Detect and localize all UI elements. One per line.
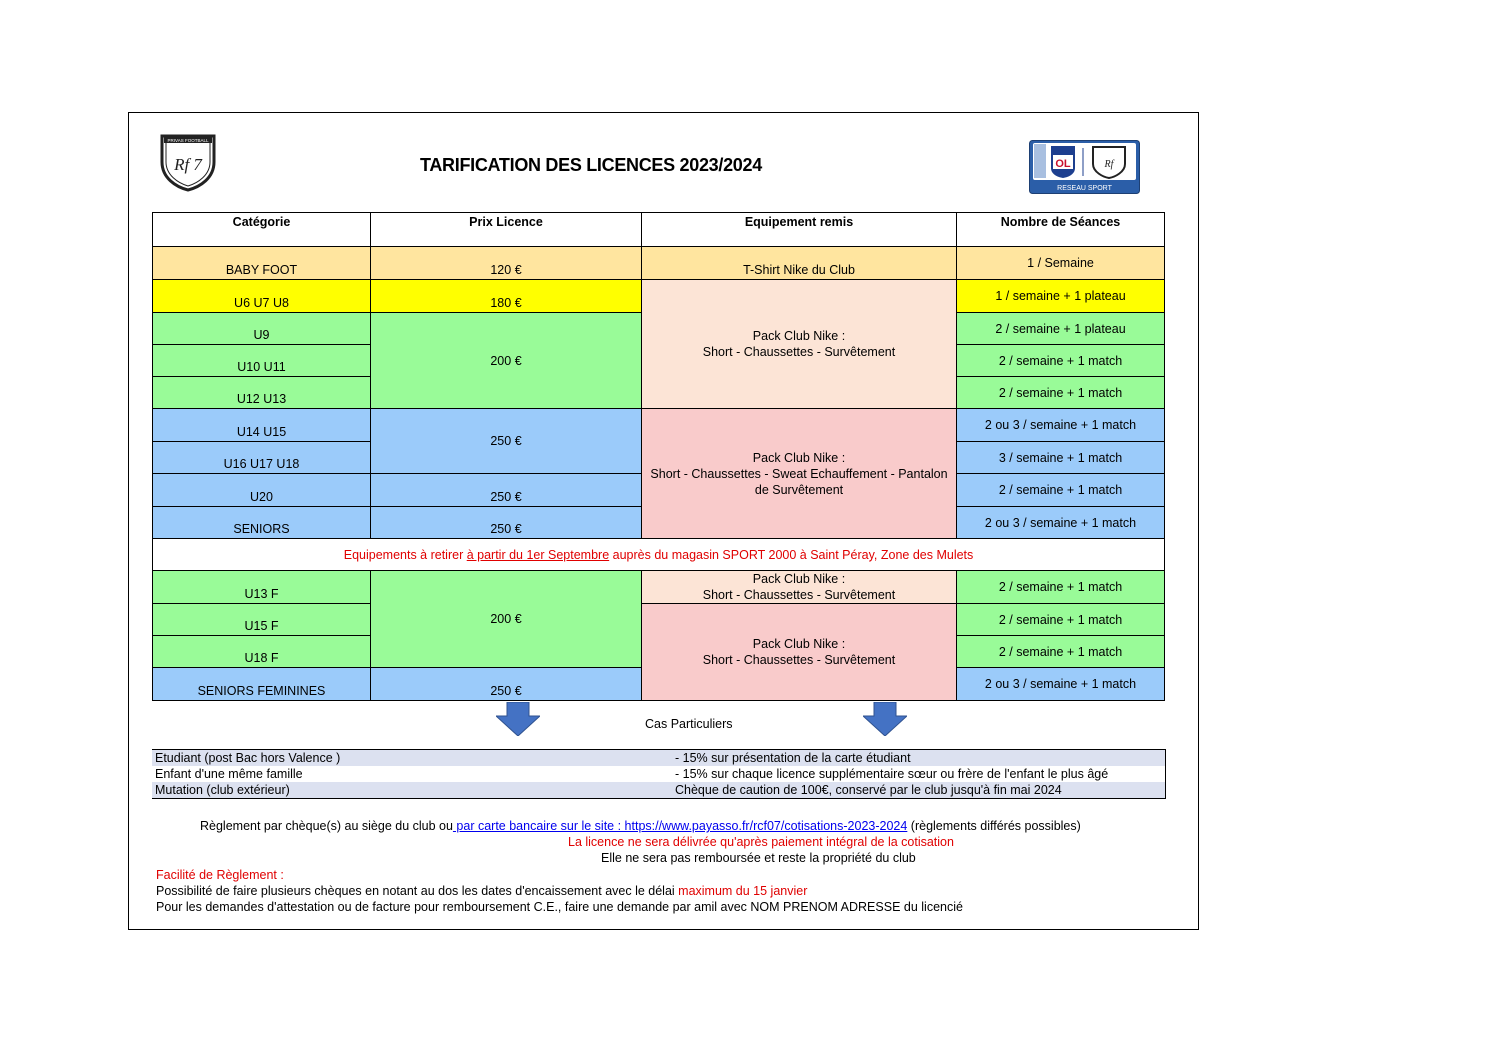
- sessions-cell: 2 ou 3 / semaine + 1 match: [957, 507, 1165, 539]
- price-cell: 250 €: [371, 474, 642, 507]
- category-cell: U14 U15: [153, 409, 371, 442]
- svg-text:Rf: Rf: [1104, 159, 1114, 170]
- category-cell: SENIORS: [153, 507, 371, 539]
- partner-network-badge: [1029, 140, 1140, 194]
- price-cell: 250 €: [371, 668, 642, 701]
- facility-deadline: maximum du 15 janvier: [678, 884, 808, 898]
- page-title: TARIFICATION DES LICENCES 2023/2024: [420, 155, 762, 175]
- category-cell: BABY FOOT: [153, 247, 371, 280]
- price-cell: 200 €: [371, 313, 642, 409]
- case-label: Enfant d'une même famille: [155, 767, 303, 781]
- equipment-cell: Pack Club Nike : Short - Chaussettes - Survêtement: [642, 571, 957, 604]
- category-cell: U12 U13: [153, 377, 371, 409]
- equipment-cell: Pack Club Nike : Short - Chaussettes - Sweat Echauffement - Pantalon de Survêtement: [642, 409, 957, 539]
- category-cell: U16 U17 U18: [153, 442, 371, 474]
- header-price: Prix Licence: [371, 213, 642, 247]
- case-label: Etudiant (post Bac hors Valence ): [152, 750, 672, 767]
- sessions-cell: 2 / semaine + 1 match: [957, 474, 1165, 507]
- sessions-cell: 1 / semaine + 1 plateau: [957, 280, 1165, 313]
- equipment-cell: Pack Club Nike : Short - Chaussettes - Survêtement: [642, 604, 957, 701]
- notice-date: à partir du 1er Septembre: [466, 547, 610, 562]
- facility-text: Possibilité de faire plusieurs chèques en notant au dos les dates d'encaissement avec le délai: [156, 884, 679, 898]
- notice-text: Equipements à retirer: [343, 547, 467, 562]
- sessions-cell: 3 / semaine + 1 match: [957, 442, 1165, 474]
- case-value: - 15% sur présentation de la carte étudiant: [672, 750, 1165, 767]
- refund-notice: Elle ne sera pas remboursée et reste la propriété du club: [601, 851, 916, 865]
- sessions-cell: 2 ou 3 / semaine + 1 match: [957, 409, 1165, 442]
- category-cell: U10 U11: [153, 345, 371, 377]
- payment-text: Règlement par chèque(s) au siège du club ou: [200, 819, 453, 833]
- case-label: Mutation (club extérieur): [152, 782, 672, 799]
- sessions-cell: 2 / semaine + 1 match: [957, 636, 1165, 668]
- down-arrow-icon: [863, 702, 907, 736]
- header-sessions: Nombre de Séances: [957, 213, 1165, 247]
- special-cases-table: [152, 749, 1166, 799]
- pickup-notice: [153, 539, 1165, 571]
- equipment-cell: T-Shirt Nike du Club: [642, 247, 957, 280]
- sessions-cell: 2 / semaine + 1 match: [957, 345, 1165, 377]
- attestation-line: Pour les demandes d'attestation ou de facture pour remboursement C.E., faire une demande par amil avec NOM PRENOM ADRESSE du licencié: [156, 900, 963, 914]
- payment-link[interactable]: par carte bancaire sur le site : https://www.payasso.fr/rcf07/cotisations-2023-2024: [452, 819, 908, 833]
- sessions-cell: 2 / semaine + 1 match: [957, 377, 1165, 409]
- header-equipment: Equipement remis: [642, 213, 957, 247]
- category-cell: U18 F: [153, 636, 371, 668]
- case-value: Chèque de caution de 100€, conservé par le club jusqu'à fin mai 2024: [672, 782, 1165, 799]
- payment-text: (règlements différés possibles): [907, 819, 1081, 833]
- category-cell: SENIORS FEMININES: [153, 668, 371, 701]
- category-cell: U15 F: [153, 604, 371, 636]
- sessions-cell: 1 / Semaine: [957, 247, 1165, 280]
- payment-warning: La licence ne sera délivrée qu'après paiement intégral de la cotisation: [568, 835, 954, 849]
- partner-label: RESEAU SPORT: [1057, 185, 1112, 192]
- price-cell: 180 €: [371, 280, 642, 313]
- price-cell: 200 €: [371, 571, 642, 668]
- logo-text: Rf 7: [174, 155, 202, 174]
- facility-line: [156, 883, 807, 899]
- cases-title: Cas Particuliers: [645, 717, 733, 731]
- price-cell: 250 €: [371, 409, 642, 474]
- category-cell: U13 F: [153, 571, 371, 604]
- pricing-table: [152, 212, 1165, 701]
- sessions-cell: 2 / semaine + 1 match: [957, 571, 1165, 604]
- equipment-cell: Pack Club Nike : Short - Chaussettes - Survêtement: [642, 280, 957, 409]
- price-cell: 120 €: [371, 247, 642, 280]
- category-cell: U6 U7 U8: [153, 280, 371, 313]
- sessions-cell: 2 / semaine + 1 match: [957, 604, 1165, 636]
- category-cell: U20: [153, 474, 371, 507]
- case-value: - 15% sur chaque licence supplémentaire sœur ou frère de l'enfant le plus âgé: [675, 767, 1109, 781]
- category-cell: U9: [153, 313, 371, 345]
- price-cell: 250 €: [371, 507, 642, 539]
- logo-top-text: PRIVAS FOOTBALL: [167, 138, 209, 143]
- facility-title: Facilité de Règlement :: [156, 868, 284, 882]
- payment-line: [200, 818, 1081, 834]
- sessions-cell: 2 ou 3 / semaine + 1 match: [957, 668, 1165, 701]
- sessions-cell: 2 / semaine + 1 plateau: [957, 313, 1165, 345]
- header-category: Catégorie: [153, 213, 371, 247]
- club-crest-logo: [158, 132, 218, 192]
- down-arrow-icon: [496, 702, 540, 736]
- partner-mark: OL: [1055, 158, 1071, 170]
- notice-text: auprès du magasin SPORT 2000 à Saint Péray, Zone des Mulets: [609, 547, 974, 562]
